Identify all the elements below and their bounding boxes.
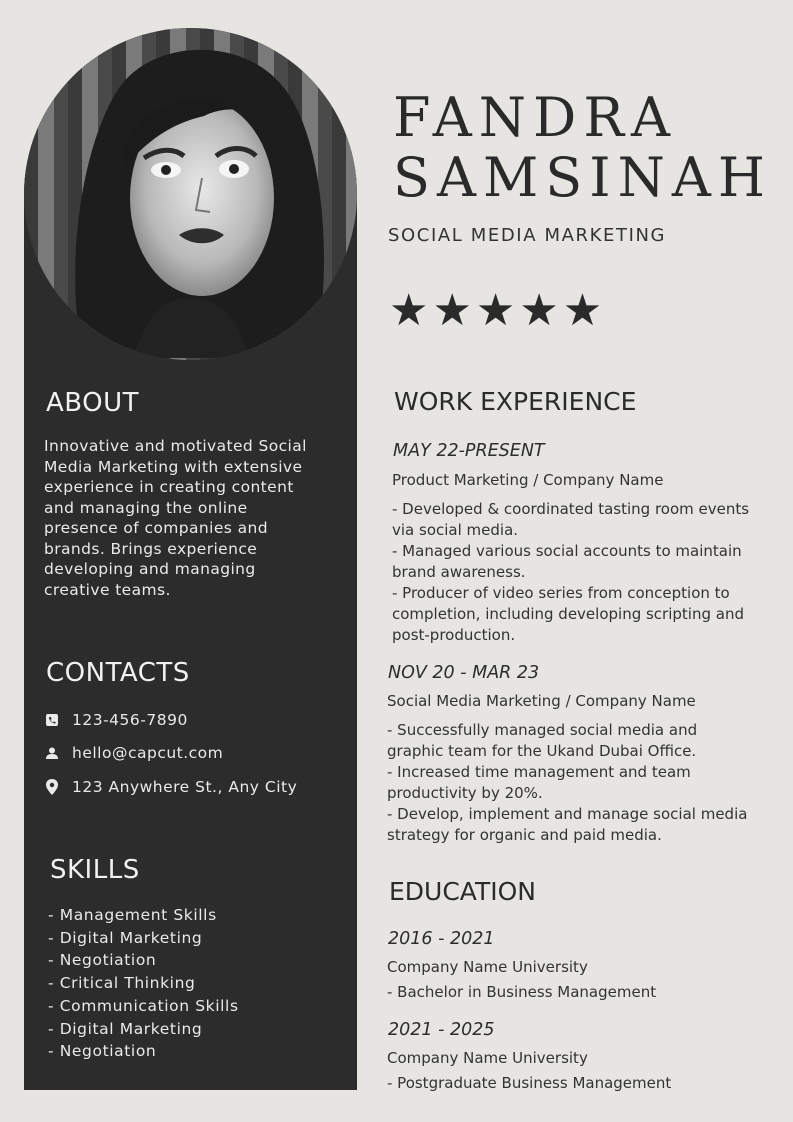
work-experience-heading: WORK EXPERIENCE [394, 387, 637, 416]
about-line: presence of companies and [44, 519, 268, 537]
job-title: SOCIAL MEDIA MARKETING [388, 225, 667, 246]
email-address[interactable]: hello@capcut.com [72, 744, 224, 762]
job-position: Product Marketing / Company Name [392, 471, 664, 489]
user-icon [44, 745, 60, 761]
job-bullet: - Developed & coordinated tasting room events [392, 500, 750, 518]
job-bullets [392, 499, 749, 646]
job-bullets [387, 720, 747, 846]
first-name: FANDRA [393, 86, 677, 149]
full-name [393, 88, 772, 208]
portrait-illustration [24, 28, 357, 360]
education-degree: - Postgraduate Business Management [387, 1074, 672, 1092]
about-line: Media Marketing with extensive [44, 457, 303, 476]
street-address: 123 Anywhere St., Any City [72, 778, 298, 796]
about-line: creative teams. [44, 580, 171, 599]
job-bullet: - Develop, implement and manage social media [387, 805, 748, 823]
skill-item: - Critical Thinking [48, 974, 196, 993]
education-heading: EDUCATION [389, 877, 536, 906]
about-line: Innovative and motivated Social [44, 437, 307, 455]
skill-item: - Digital Marketing [48, 1019, 203, 1038]
job-bullet: via social media. [392, 521, 519, 539]
phone-number[interactable]: 123-456-7890 [72, 711, 188, 729]
phone-icon [44, 712, 60, 728]
contact-email [44, 744, 223, 762]
star-rating: ★★★★★ [389, 285, 607, 336]
last-name: SAMSINAH [393, 146, 772, 209]
skill-item: - Negotiation [48, 1042, 157, 1061]
education-years: 2021 - 2025 [388, 1020, 495, 1040]
skills-heading: SKILLS [50, 855, 140, 885]
job-bullet: graphic team for the Ukand Dubai Office. [387, 742, 697, 760]
job-date: NOV 20 - MAR 23 [388, 663, 540, 683]
about-line: experience in creating content [44, 478, 294, 496]
contact-phone [44, 711, 188, 729]
education-years: 2016 - 2021 [388, 929, 495, 949]
job-bullet: post-production. [392, 626, 516, 644]
education-school: Company Name University [387, 958, 588, 976]
job-bullet: - Producer of video series from conception to [392, 584, 730, 602]
skill-item: - Digital Marketing [48, 928, 203, 947]
skill-item: - Management Skills [48, 906, 217, 924]
skill-item: - Communication Skills [48, 996, 239, 1015]
job-bullet: completion, including developing scripting and [392, 605, 744, 623]
sidebar [24, 28, 357, 1090]
job-bullet: - Increased time management and team [387, 763, 691, 781]
contact-address [44, 778, 297, 796]
about-line: brands. Brings experience [44, 539, 258, 558]
about-heading: ABOUT [46, 388, 140, 418]
skills-list [48, 904, 239, 1063]
job-bullet: strategy for organic and paid media. [387, 826, 662, 844]
job-position: Social Media Marketing / Company Name [387, 692, 696, 710]
job-bullet: brand awareness. [392, 563, 526, 581]
about-text [44, 436, 334, 600]
job-date: MAY 22-PRESENT [393, 441, 545, 461]
job-bullet: - Successfully managed social media and [387, 721, 698, 739]
education-school: Company Name University [387, 1049, 588, 1067]
profile-photo [24, 28, 357, 360]
education-degree: - Bachelor in Business Management [387, 983, 657, 1001]
job-bullet: productivity by 20%. [387, 784, 543, 802]
skill-item: - Negotiation [48, 951, 157, 970]
contacts-heading: CONTACTS [46, 658, 190, 688]
about-line: and managing the online [44, 498, 248, 517]
about-line: developing and managing [44, 560, 256, 578]
job-bullet: - Managed various social accounts to maintain [392, 542, 742, 560]
location-pin-icon [44, 779, 60, 795]
